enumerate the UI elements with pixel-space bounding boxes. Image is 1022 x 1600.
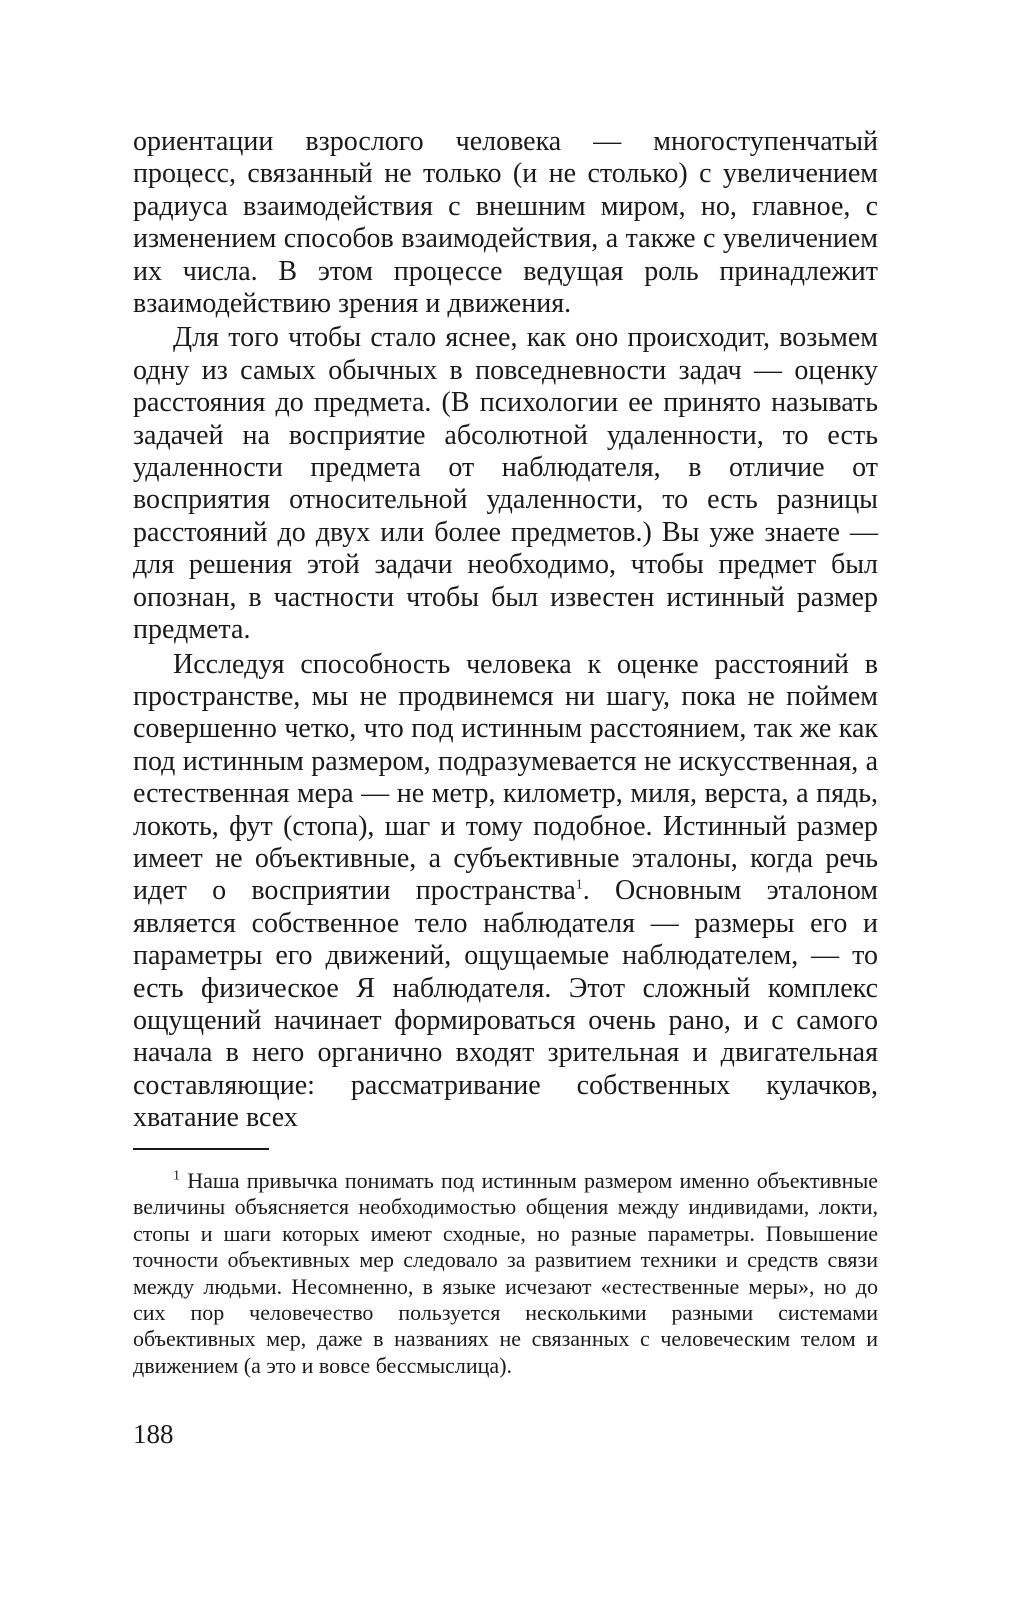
footnote-text: Наша привычка понимать под истинным размером именно объективные величины объясняется необходимостью общения между индивидами, локти, стопы и шаги которых имеют сходные, но разные параметры. Повышение точности объективных мер следовало за развитием техники и средств связи между людьми. Несомненно, в языке исчезают «естественные меры», но до сих пор человечество пользуется несколькими разными системами объективных мер, даже в названиях не связанных с человеческим телом и движением (а это и вовсе бессмыслица). <box>133 1168 879 1378</box>
paragraph-3-part-2: . Основным эталоном является собственное тело наблюдателя — размеры его и параметры его движений, ощущаемые наблюдателем, — то есть физическое Я наблюдателя. Этот сложный комплекс ощущений начинает формироваться очень рано, и с самого начала в него органично входят зрительная и двигательная составляющие: рассматривание собственных кулачков, хватание всех <box>133 875 879 1134</box>
footnote <box>133 1168 878 1379</box>
page-number: 188 <box>133 1419 174 1449</box>
paragraph-2: Для того чтобы стало яснее, как оно происходит, возьмем одну из самых обычных в повседневности задач — оценку расстояния до предмета. (В психологии ее принято называть задачей на восприятие абсолютной удаленности, то есть удаленности предмета от наблюдателя, в отличие от восприятия относительной удаленности, то есть разницы расстояний до двух или более предметов.) Вы уже знаете — для решения этой задачи необходимо, чтобы предмет был опознан, в частности чтобы был известен истинный размер предмета. <box>133 322 878 646</box>
footnote-reference[interactable]: 1 <box>575 878 583 894</box>
footnote-mark: 1 <box>173 1168 180 1184</box>
paragraph-3-part-1: Исследуя способность человека к оценке расстояний в пространстве, мы не продвинемся ни шагу, пока не поймем совершенно четко, что под истинным расстоянием, так же как под истинным размером, подразумевается не искусственная, а естественная мера — не метр, километр, миля, верста, а пядь, локоть, фут (стопа), шаг и тому подобное. Истинный размер имеет не объективные, а субъективные эталоны, когда речь идет о восприятии пространства <box>133 648 878 907</box>
main-text <box>133 126 878 1135</box>
paragraph-3 <box>133 649 878 1135</box>
footnote-divider <box>133 1148 269 1150</box>
paragraph-1: ориентации взрослого человека — многоступенчатый процесс, связанный не только (и не столько) с увеличением радиуса взаимодействия с внешним миром, но, главное, с изменением способов взаимодействия, а также с увеличением их числа. В этом процессе ведущая роль принадлежит взаимодействию зрения и движения. <box>133 126 878 320</box>
